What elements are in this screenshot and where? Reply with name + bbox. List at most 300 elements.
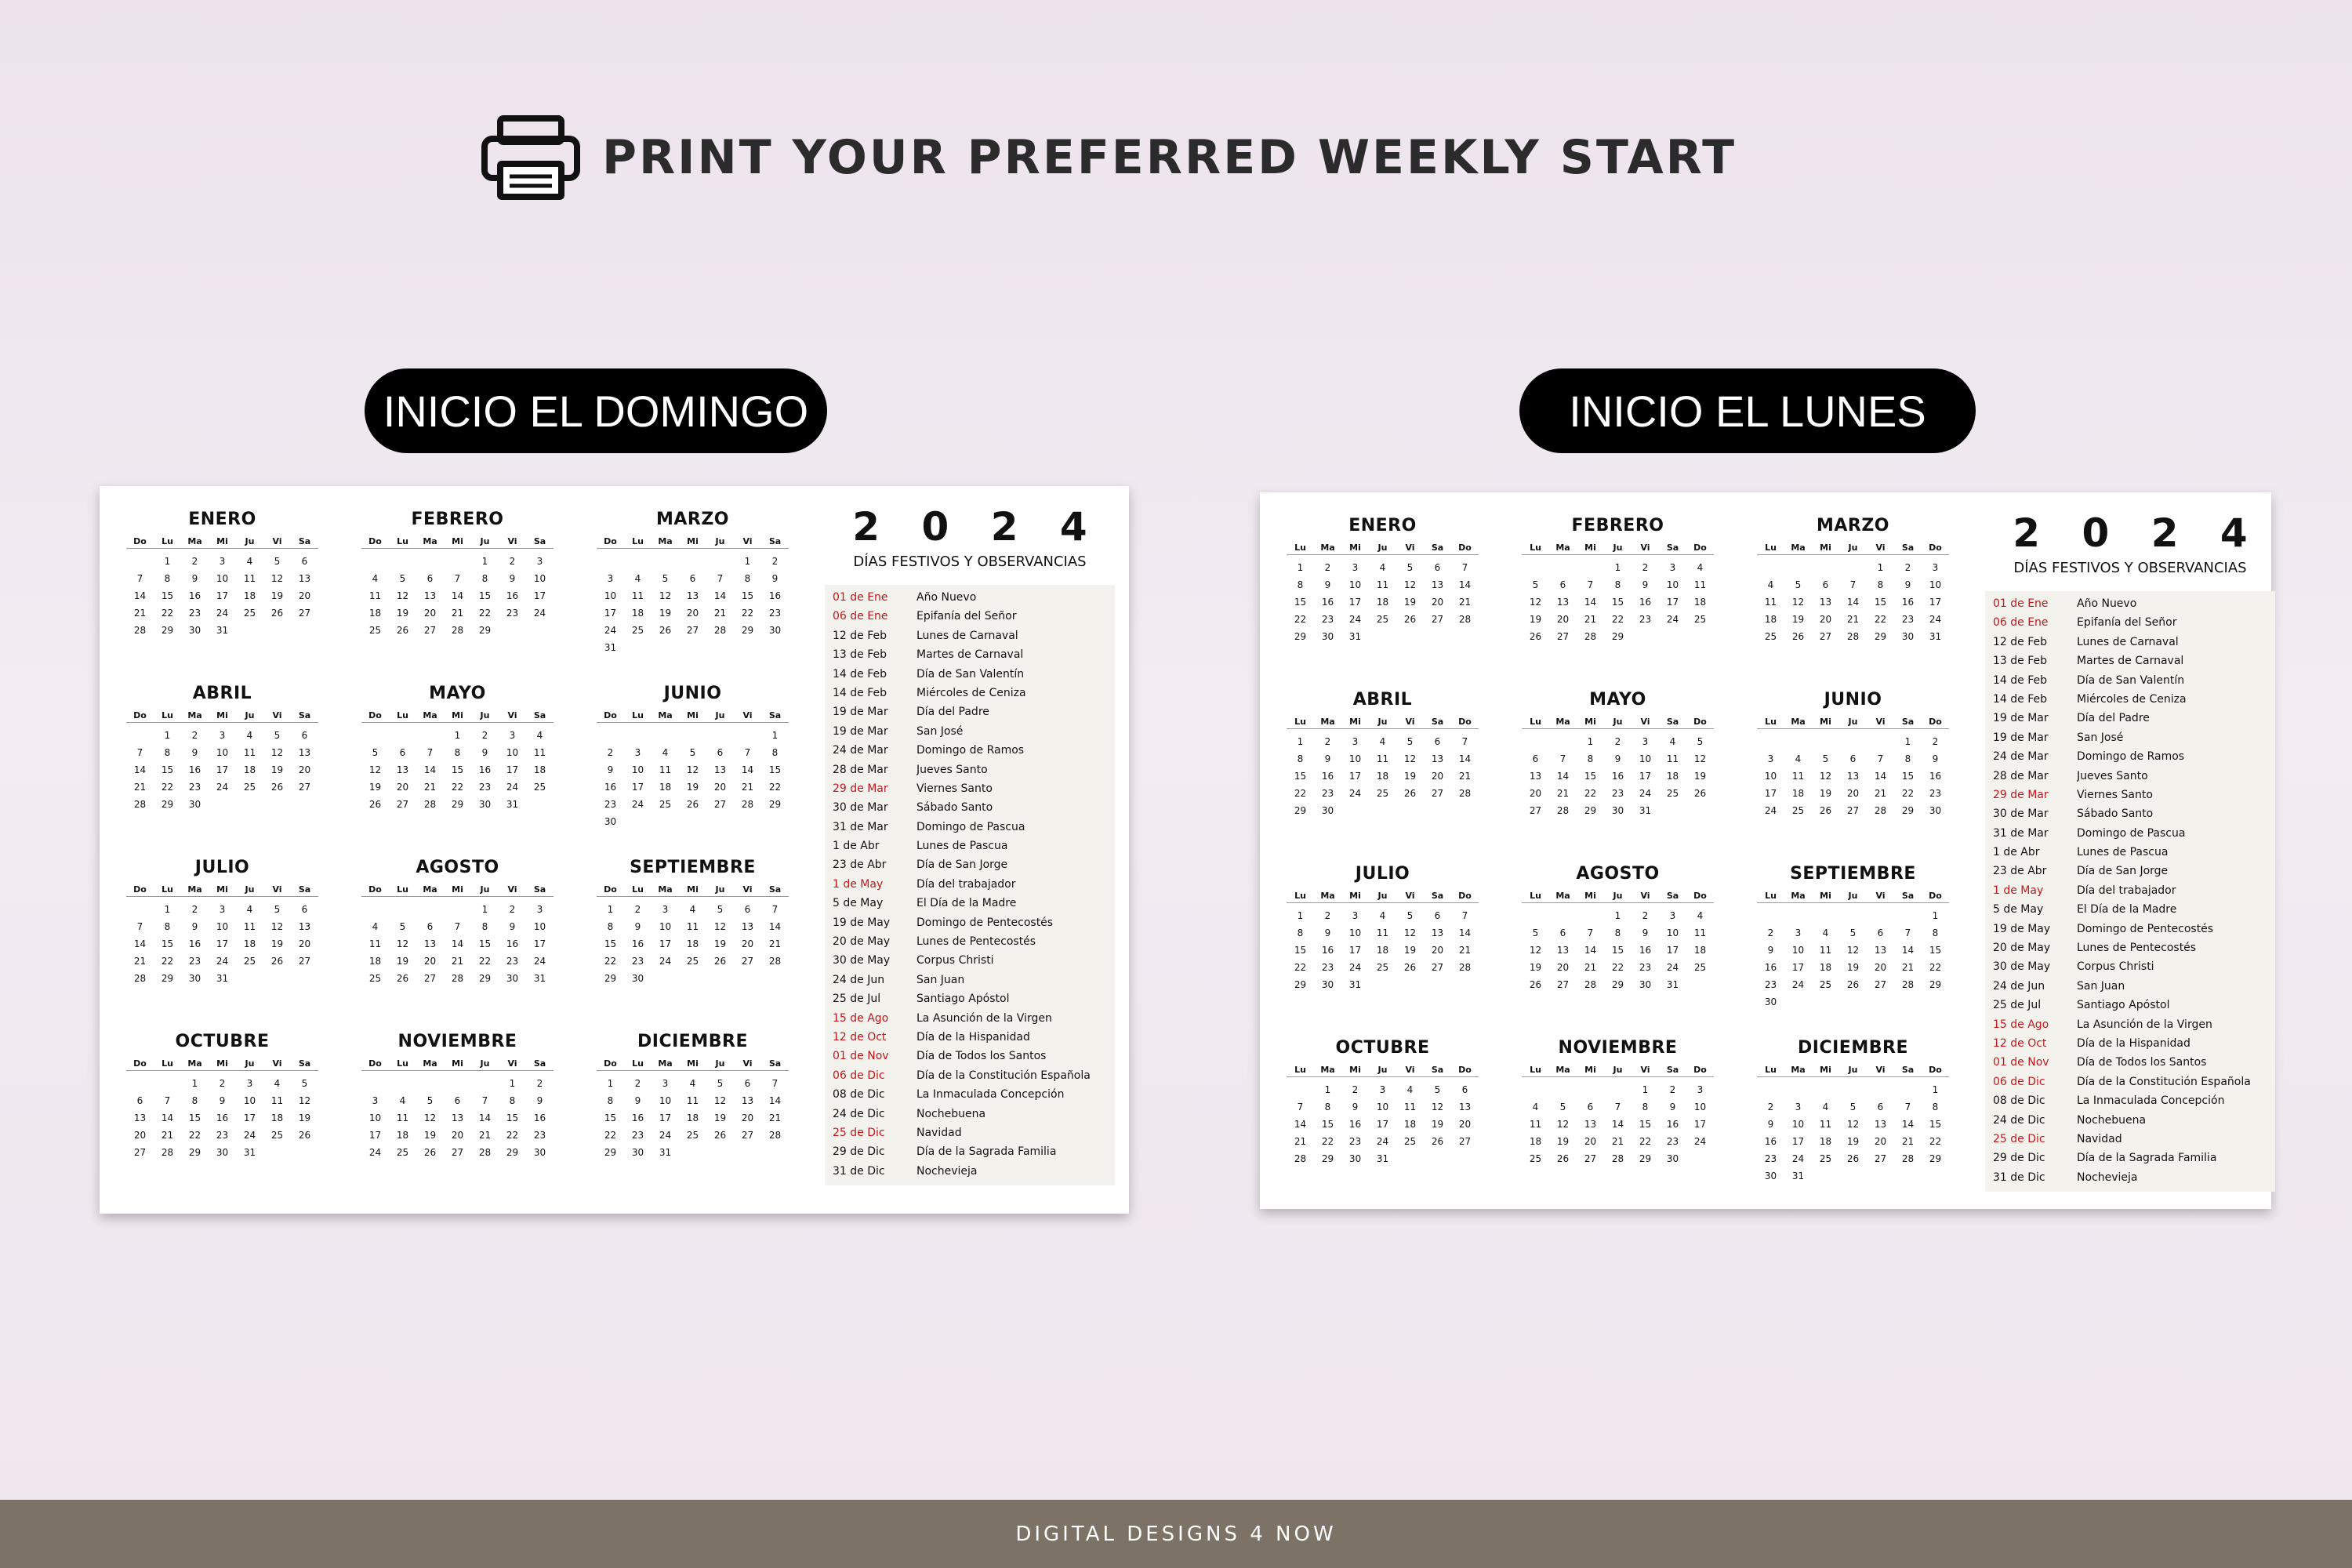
day-cell: 9 (219, 1095, 226, 1106)
day-cell: 6 (1559, 927, 1566, 938)
month-name: JULIO (194, 858, 250, 877)
day-cell: 16 (1611, 771, 1624, 782)
day-cell: 28 (713, 625, 727, 636)
holiday-date: 24 de Mar (833, 744, 888, 757)
day-cell: 22 (506, 1130, 519, 1141)
day-cell: 25 (631, 625, 644, 636)
month-name: MARZO (655, 510, 729, 529)
weekday-header: Vi (1867, 1064, 1894, 1077)
day-cell: 9 (536, 1095, 543, 1106)
day-cell: 24 (659, 1130, 672, 1141)
day-cell: 25 (1693, 962, 1707, 973)
day-cell: 17 (1348, 597, 1362, 608)
month-marzo (1752, 516, 1987, 690)
holiday-row (833, 1123, 1107, 1142)
day-cell: 4 (1379, 736, 1386, 747)
weekday-header: Ju (471, 884, 499, 897)
day-cell: 17 (659, 1112, 672, 1123)
holiday-name: Año Nuevo (916, 591, 977, 604)
holiday-name: Año Nuevo (2077, 597, 2137, 610)
weekday-header: Vi (1632, 542, 1659, 555)
day-cell: 14 (451, 938, 464, 949)
footer-brand: DIGITAL DESIGNS 4 NOW (1015, 1522, 1337, 1546)
holiday-date: 25 de Dic (1993, 1132, 2045, 1145)
day-cell: 2 (1642, 562, 1649, 573)
day-cell: 13 (1431, 753, 1444, 764)
day-cell: 11 (243, 921, 256, 932)
holiday-name: La Inmaculada Concepción (916, 1088, 1065, 1102)
day-cell: 7 (1559, 753, 1566, 764)
holiday-row (833, 837, 1107, 855)
month-enero (122, 510, 357, 684)
empty-day (1867, 907, 1894, 924)
day-cell: 1 (481, 556, 488, 567)
day-cell: 28 (423, 799, 437, 810)
empty-day (1784, 733, 1812, 750)
holiday-date: 30 de Mar (833, 801, 888, 815)
day-cell: 8 (607, 1095, 614, 1106)
day-cell: 17 (1764, 788, 1777, 799)
holiday-row (1993, 613, 2267, 632)
day-cell: 22 (741, 608, 754, 619)
day-cell: 21 (1458, 597, 1472, 608)
day-cell: 14 (133, 938, 147, 949)
day-cell: 24 (1348, 962, 1362, 973)
weekday-header: Ju (1604, 716, 1632, 729)
holiday-row (1993, 824, 2267, 843)
month-days-grid (1522, 716, 1752, 819)
day-cell: 28 (1874, 805, 1887, 816)
day-cell: 13 (686, 590, 699, 601)
weekday-header: Vi (734, 884, 761, 897)
day-cell: 18 (1693, 945, 1707, 956)
day-cell: 1 (1904, 736, 1911, 747)
day-cell: 10 (216, 921, 229, 932)
day-cell: 6 (744, 904, 751, 915)
day-cell: 4 (274, 1078, 281, 1089)
holiday-name: Nochebuena (2077, 1113, 2147, 1127)
day-cell: 21 (451, 608, 464, 619)
day-cell: 26 (1403, 962, 1417, 973)
holiday-row (833, 951, 1107, 970)
day-cell: 3 (536, 556, 543, 567)
day-cell: 8 (481, 573, 488, 584)
holiday-row (833, 894, 1107, 913)
day-cell: 11 (1819, 1119, 1832, 1130)
holidays-title: DÍAS FESTIVOS Y OBSERVANCIAS (853, 554, 1087, 570)
day-cell: 3 (1767, 753, 1774, 764)
day-cell: 30 (631, 973, 644, 984)
month-octubre (122, 1032, 357, 1206)
day-cell: 21 (1556, 788, 1570, 799)
day-cell: 30 (216, 1147, 229, 1158)
day-cell: 10 (1666, 579, 1679, 590)
day-cell: 13 (298, 921, 311, 932)
weekday-header: Sa (526, 1058, 554, 1071)
holiday-row (1993, 709, 2267, 728)
day-cell: 30 (1348, 1153, 1362, 1164)
day-cell: 12 (270, 921, 284, 932)
month-julio (122, 858, 357, 1032)
day-cell: 18 (1529, 1136, 1542, 1147)
day-cell: 28 (1458, 614, 1472, 625)
holiday-name: Sábado Santo (2077, 808, 2154, 821)
day-cell: 6 (1849, 753, 1857, 764)
day-cell: 29 (161, 973, 174, 984)
day-cell: 4 (399, 1095, 406, 1106)
holiday-name: Viernes Santo (916, 782, 993, 795)
day-cell: 28 (768, 956, 782, 967)
day-cell: 21 (423, 782, 437, 793)
holiday-row (1993, 652, 2267, 670)
day-cell: 20 (1529, 788, 1542, 799)
day-cell: 22 (1294, 788, 1307, 799)
day-cell: 22 (161, 956, 174, 967)
day-cell: 11 (631, 590, 644, 601)
day-cell: 9 (634, 1095, 641, 1106)
day-cell: 8 (1587, 753, 1594, 764)
holiday-date: 31 de Dic (833, 1164, 885, 1178)
empty-day (126, 727, 154, 744)
day-cell: 26 (1431, 1136, 1444, 1147)
day-cell: 8 (1614, 579, 1621, 590)
month-name: ABRIL (192, 684, 252, 703)
day-cell: 19 (713, 1112, 727, 1123)
holiday-date: 06 de Dic (833, 1069, 885, 1082)
day-cell: 10 (1348, 753, 1362, 764)
holiday-date: 5 de May (833, 897, 884, 910)
day-cell: 20 (423, 608, 437, 619)
day-cell: 14 (713, 590, 727, 601)
day-cell: 21 (1294, 1136, 1307, 1147)
month-noviembre (1517, 1038, 1752, 1212)
weekday-header: Mi (444, 1058, 471, 1071)
weekday-header: Ju (471, 1058, 499, 1071)
holiday-row (1993, 786, 2267, 804)
weekday-header: Mi (679, 1058, 706, 1071)
holiday-name: Nochevieja (2077, 1171, 2138, 1184)
day-cell: 1 (509, 1078, 516, 1089)
empty-day (1522, 733, 1549, 750)
weekday-header: Ju (1604, 1064, 1632, 1077)
day-cell: 11 (1819, 945, 1832, 956)
day-cell: 1 (1587, 736, 1594, 747)
day-cell: 16 (631, 938, 644, 949)
weekday-header: Do (361, 535, 389, 549)
day-cell: 7 (1877, 753, 1884, 764)
empty-day (679, 553, 706, 570)
day-cell: 15 (161, 764, 174, 775)
day-cell: 4 (1795, 753, 1802, 764)
day-cell: 20 (1874, 962, 1887, 973)
day-cell: 25 (270, 1130, 284, 1141)
holiday-row (833, 913, 1107, 932)
weekday-header: Ma (1314, 890, 1341, 903)
day-cell: 17 (1693, 1119, 1707, 1130)
day-cell: 13 (1529, 771, 1542, 782)
day-cell: 2 (509, 904, 516, 915)
day-cell: 31 (506, 799, 519, 810)
day-cell: 1 (164, 556, 171, 567)
holiday-name: La Asunción de la Virgen (916, 1011, 1052, 1025)
holiday-date: 12 de Feb (1993, 635, 2048, 648)
weekday-header: Lu (389, 1058, 416, 1071)
holiday-date: 1 de Abr (1993, 846, 2040, 859)
day-cell: 2 (191, 904, 198, 915)
holiday-row (833, 779, 1107, 798)
day-cell: 30 (1764, 996, 1777, 1007)
holiday-date: 20 de May (833, 935, 891, 949)
weekday-header: Ju (1369, 1064, 1396, 1077)
day-cell: 20 (1458, 1119, 1472, 1130)
weekday-header: Vi (1632, 1064, 1659, 1077)
day-cell: 23 (768, 608, 782, 619)
day-cell: 3 (536, 904, 543, 915)
weekday-header: Do (361, 1058, 389, 1071)
day-cell: 7 (1849, 579, 1857, 590)
day-cell: 10 (1693, 1102, 1707, 1112)
holiday-name: Sábado Santo (916, 801, 993, 815)
day-cell: 29 (1639, 1153, 1652, 1164)
day-cell: 30 (188, 625, 201, 636)
weekday-header: Mi (679, 884, 706, 897)
day-cell: 17 (243, 1112, 256, 1123)
holiday-date: 30 de May (833, 954, 891, 967)
day-cell: 26 (298, 1130, 311, 1141)
day-cell: 11 (1666, 753, 1679, 764)
day-cell: 23 (1639, 962, 1652, 973)
holiday-row (1993, 881, 2267, 900)
day-cell: 9 (634, 921, 641, 932)
day-cell: 22 (1929, 962, 1942, 973)
month-days-grid (1757, 890, 1987, 1011)
weekday-header: Lu (154, 884, 181, 897)
weekday-header: Mi (1577, 1064, 1604, 1077)
weekday-header: Ju (236, 710, 263, 723)
day-cell: 5 (399, 921, 406, 932)
day-cell: 12 (1791, 597, 1805, 608)
day-cell: 20 (1431, 597, 1444, 608)
day-cell: 16 (1901, 597, 1915, 608)
day-cell: 17 (533, 938, 546, 949)
holiday-row (833, 1047, 1107, 1065)
day-cell: 19 (1846, 962, 1860, 973)
day-cell: 21 (741, 782, 754, 793)
weekday-header: Do (1686, 1064, 1714, 1077)
day-cell: 18 (243, 764, 256, 775)
day-cell: 21 (1846, 614, 1860, 625)
weekday-header: Mi (679, 535, 706, 549)
day-cell: 16 (188, 764, 201, 775)
holiday-name: Viernes Santo (2077, 788, 2153, 801)
day-cell: 7 (771, 904, 779, 915)
holiday-name: Lunes de Pentecostés (916, 935, 1036, 949)
month-days-grid (1522, 542, 1752, 645)
day-cell: 16 (604, 782, 617, 793)
day-cell: 25 (368, 973, 382, 984)
day-cell: 10 (604, 590, 617, 601)
day-cell: 24 (1764, 805, 1777, 816)
holiday-date: 01 de Ene (1993, 597, 2049, 610)
weekday-header: Vi (1396, 542, 1424, 555)
weekday-header: Mi (209, 535, 236, 549)
holiday-name: Jueves Santo (2077, 769, 2148, 782)
day-cell: 19 (1791, 614, 1805, 625)
holiday-row (1993, 1073, 2267, 1091)
weekday-header: Sa (761, 1058, 789, 1071)
day-cell: 14 (1901, 1119, 1915, 1130)
month-agosto (1517, 864, 1752, 1038)
day-cell: 7 (1904, 1102, 1911, 1112)
holiday-row (833, 607, 1107, 626)
day-cell: 6 (301, 904, 308, 915)
weekday-header: Sa (526, 884, 554, 897)
month-name: FEBRERO (411, 510, 504, 529)
day-cell: 5 (1434, 1084, 1441, 1095)
day-cell: 4 (1379, 910, 1386, 921)
day-cell: 19 (270, 590, 284, 601)
page-header (481, 114, 1737, 201)
weekday-header: Ju (1369, 542, 1396, 555)
weekday-header: Do (1451, 1064, 1479, 1077)
day-cell: 30 (1611, 805, 1624, 816)
weekday-header: Lu (1287, 890, 1314, 903)
day-cell: 17 (1666, 945, 1679, 956)
empty-day (1784, 1081, 1812, 1098)
empty-day (1812, 1081, 1839, 1098)
holiday-date: 06 de Ene (1993, 616, 2049, 630)
empty-day (734, 727, 761, 744)
holiday-name: Día de la Hispanidad (916, 1030, 1030, 1044)
holiday-name: Navidad (2077, 1132, 2122, 1145)
holiday-row (833, 1009, 1107, 1028)
month-name: MAYO (429, 684, 486, 703)
holiday-date: 14 de Feb (833, 686, 887, 699)
weekday-header: Lu (154, 1058, 181, 1071)
empty-day (416, 901, 444, 918)
day-cell: 26 (270, 782, 284, 793)
month-septiembre (592, 858, 827, 1032)
empty-day (1577, 1081, 1604, 1098)
day-cell: 2 (1324, 736, 1331, 747)
day-cell: 15 (1929, 1119, 1942, 1130)
day-cell: 17 (1791, 1136, 1805, 1147)
day-cell: 15 (1321, 1119, 1334, 1130)
day-cell: 11 (1529, 1119, 1542, 1130)
holiday-name: Nochevieja (916, 1164, 978, 1178)
day-cell: 5 (1532, 579, 1539, 590)
day-cell: 15 (1874, 597, 1887, 608)
day-cell: 15 (1929, 945, 1942, 956)
weekday-header: Sa (1659, 890, 1686, 903)
day-cell: 13 (1846, 771, 1860, 782)
weekday-header: Ma (1784, 890, 1812, 903)
day-cell: 20 (298, 764, 311, 775)
weekday-header: Mi (1577, 890, 1604, 903)
day-cell: 24 (533, 956, 546, 967)
weekday-header: Ma (416, 1058, 444, 1071)
day-cell: 5 (1559, 1102, 1566, 1112)
day-cell: 16 (1639, 945, 1652, 956)
day-cell: 5 (689, 747, 696, 758)
holiday-row (1993, 1111, 2267, 1130)
day-cell: 19 (713, 938, 727, 949)
weekday-header: Vi (1396, 716, 1424, 729)
day-cell: 12 (713, 1095, 727, 1106)
day-cell: 22 (604, 956, 617, 967)
holiday-date: 19 de Mar (833, 724, 888, 738)
day-cell: 25 (1819, 979, 1832, 990)
empty-day (444, 901, 471, 918)
empty-day (652, 553, 679, 570)
day-cell: 6 (1587, 1102, 1594, 1112)
sunday-start-label: INICIO EL DOMINGO (365, 368, 827, 453)
day-cell: 31 (1376, 1153, 1389, 1164)
holiday-name: Día del trabajador (916, 877, 1016, 891)
day-cell: 25 (1529, 1153, 1542, 1164)
day-cell: 8 (509, 1095, 516, 1106)
holiday-date: 12 de Oct (1993, 1036, 2047, 1050)
weekday-header: Do (1922, 542, 1949, 555)
month-days-grid (1757, 1064, 1987, 1185)
day-cell: 13 (1431, 579, 1444, 590)
month-days-grid (1522, 1064, 1752, 1167)
day-cell: 27 (686, 625, 699, 636)
day-cell: 16 (216, 1112, 229, 1123)
day-cell: 26 (1403, 788, 1417, 799)
empty-day (361, 727, 389, 744)
day-cell: 24 (216, 608, 229, 619)
day-cell: 9 (1642, 579, 1649, 590)
holiday-row (1993, 728, 2267, 747)
day-cell: 4 (1822, 1102, 1829, 1112)
day-cell: 18 (396, 1130, 409, 1141)
holiday-date: 19 de May (1993, 922, 2051, 935)
day-cell: 23 (1321, 614, 1334, 625)
day-cell: 13 (1458, 1102, 1472, 1112)
month-abril (1282, 690, 1517, 864)
day-cell: 19 (1693, 771, 1707, 782)
day-cell: 30 (188, 799, 201, 810)
holiday-date: 14 de Feb (833, 667, 887, 681)
day-cell: 25 (659, 799, 672, 810)
day-cell: 18 (1666, 771, 1679, 782)
day-cell: 1 (1642, 1084, 1649, 1095)
day-cell: 26 (1791, 631, 1805, 642)
holiday-name: Día de San Valentín (916, 667, 1025, 681)
day-cell: 12 (1403, 927, 1417, 938)
day-cell: 18 (659, 782, 672, 793)
monday-start-label: INICIO EL LUNES (1519, 368, 1976, 453)
day-cell: 9 (191, 921, 198, 932)
day-cell: 13 (451, 1112, 464, 1123)
day-cell: 13 (423, 938, 437, 949)
month-days-grid (1287, 542, 1517, 645)
day-cell: 5 (274, 904, 281, 915)
month-days-grid (597, 710, 827, 830)
weekday-header: Lu (389, 710, 416, 723)
day-cell: 19 (659, 608, 672, 619)
holiday-row (833, 798, 1107, 817)
day-cell: 23 (506, 956, 519, 967)
weekday-header: Sa (1424, 890, 1451, 903)
day-cell: 18 (368, 608, 382, 619)
day-cell: 22 (478, 608, 492, 619)
day-cell: 28 (133, 799, 147, 810)
empty-day (1549, 907, 1577, 924)
day-cell: 19 (1403, 945, 1417, 956)
day-cell: 23 (1348, 1136, 1362, 1147)
